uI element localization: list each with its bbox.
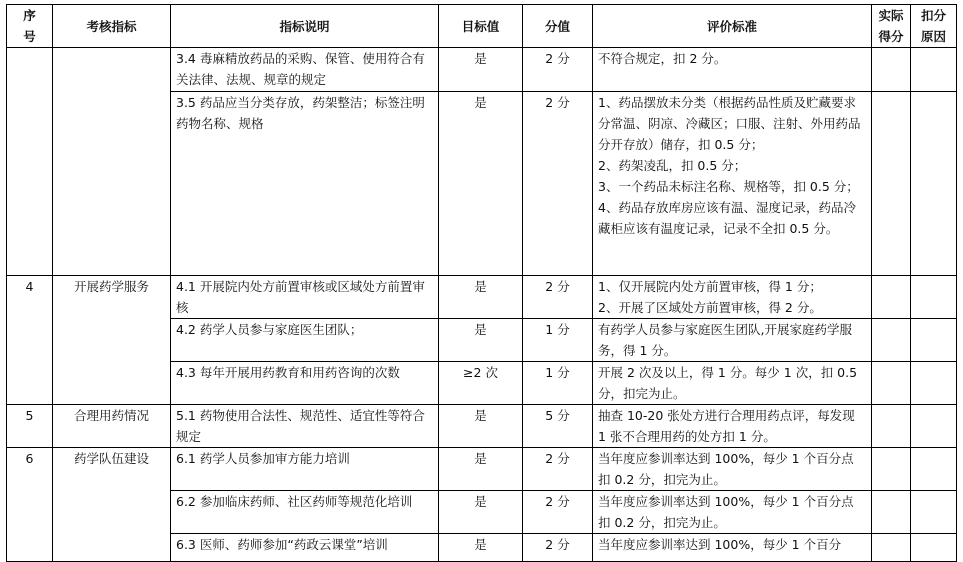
indicator-description: 6.3 医师、药师参加“药政云课堂”培训	[171, 534, 439, 562]
indicator-description: 6.2 参加临床药师、社区药师等规范化培训	[171, 491, 439, 534]
actual-score-cell	[872, 92, 911, 276]
target-value: 是	[439, 276, 523, 319]
evaluation-criteria: 开展 2 次及以上，得 1 分。每少 1 次，扣 0.5 分，扣完为止。	[593, 362, 872, 405]
evaluation-criteria: 抽查 10-20 张处方进行合理用药点评，每发现 1 张不合理用药的处方扣 1 分。	[593, 405, 872, 448]
score-value: 2 分	[523, 491, 593, 534]
actual-score-cell	[872, 448, 911, 491]
section-name: 合理用药情况	[53, 405, 171, 448]
score-value: 1 分	[523, 319, 593, 362]
indicator-description: 4.3 每年开展用药教育和用药咨询的次数	[171, 362, 439, 405]
header-score: 分值	[523, 5, 593, 48]
score-value: 2 分	[523, 92, 593, 276]
target-value: 是	[439, 491, 523, 534]
actual-score-cell	[872, 491, 911, 534]
indicator-description: 5.1 药物使用合法性、规范性、适宜性等符合规定	[171, 405, 439, 448]
table-row	[7, 448, 957, 491]
indicator-description: 3.5 药品应当分类存放，药架整洁；标签注明药物名称、规格	[171, 92, 439, 276]
actual-score-cell	[872, 405, 911, 448]
section-number: 6	[7, 448, 53, 562]
evaluation-criteria: 1、仅开展院内处方前置审核，得 1 分； 2、开展了区域处方前置审核，得 2 分。	[593, 276, 872, 319]
section-name: 药学队伍建设	[53, 448, 171, 562]
deduction-reason-cell	[911, 491, 957, 534]
header-actual: 实际 得分	[872, 5, 911, 48]
section-name: 开展药学服务	[53, 276, 171, 405]
indicator-description: 4.2 药学人员参与家庭医生团队；	[171, 319, 439, 362]
deduction-reason-cell	[911, 362, 957, 405]
target-value: 是	[439, 405, 523, 448]
target-value: 是	[439, 48, 523, 92]
evaluation-criteria: 有药学人员参与家庭医生团队,开展家庭药学服务，得 1 分。	[593, 319, 872, 362]
score-value: 2 分	[523, 534, 593, 562]
deduction-reason-cell	[911, 534, 957, 562]
table-row	[7, 48, 957, 92]
indicator-description: 6.1 药学人员参加审方能力培训	[171, 448, 439, 491]
score-value: 2 分	[523, 48, 593, 92]
assessment-table	[6, 4, 957, 562]
indicator-description: 4.1 开展院内处方前置审核或区域处方前置审核	[171, 276, 439, 319]
section-number	[7, 48, 53, 276]
score-value: 1 分	[523, 362, 593, 405]
deduction-reason-cell	[911, 448, 957, 491]
evaluation-criteria: 当年度应参训率达到 100%，每少 1 个百分	[593, 534, 872, 562]
header-target: 目标值	[439, 5, 523, 48]
header-criteria: 评价标准	[593, 5, 872, 48]
header-desc: 指标说明	[171, 5, 439, 48]
table-header	[7, 5, 957, 48]
table-body	[7, 48, 957, 562]
evaluation-criteria: 当年度应参训率达到 100%，每少 1 个百分点扣 0.2 分，扣完为止。	[593, 491, 872, 534]
deduction-reason-cell	[911, 276, 957, 319]
actual-score-cell	[872, 276, 911, 319]
section-name	[53, 48, 171, 276]
table-row	[7, 276, 957, 319]
target-value: 是	[439, 319, 523, 362]
actual-score-cell	[872, 319, 911, 362]
target-value: 是	[439, 448, 523, 491]
deduction-reason-cell	[911, 319, 957, 362]
target-value: 是	[439, 534, 523, 562]
header-seq: 序 号	[7, 5, 53, 48]
evaluation-criteria: 不符合规定，扣 2 分。	[593, 48, 872, 92]
table-row	[7, 405, 957, 448]
section-number: 5	[7, 405, 53, 448]
deduction-reason-cell	[911, 92, 957, 276]
section-number: 4	[7, 276, 53, 405]
indicator-description: 3.4 毒麻精放药品的采购、保管、使用符合有关法律、法规、规章的规定	[171, 48, 439, 92]
evaluation-criteria: 当年度应参训率达到 100%，每少 1 个百分点扣 0.2 分，扣完为止。	[593, 448, 872, 491]
actual-score-cell	[872, 48, 911, 92]
deduction-reason-cell	[911, 48, 957, 92]
target-value: ≥2 次	[439, 362, 523, 405]
score-value: 2 分	[523, 276, 593, 319]
actual-score-cell	[872, 534, 911, 562]
header-item: 考核指标	[53, 5, 171, 48]
evaluation-criteria: 1、药品摆放未分类（根据药品性质及贮藏要求分常温、阴凉、冷藏区；口服、注射、外用药品分开存放）储存，扣 0.5 分； 2、药架凌乱，扣 0.5 分； 3、一个药品未标注名称、规格等，扣 0.5 分； 4、药品存放库房应该有温、湿度记录，药品冷藏柜应该有温度记录，记录不全扣 0.5 分。	[593, 92, 872, 276]
deduction-reason-cell	[911, 405, 957, 448]
target-value: 是	[439, 92, 523, 276]
score-value: 5 分	[523, 405, 593, 448]
score-value: 2 分	[523, 448, 593, 491]
header-reason: 扣分 原因	[911, 5, 957, 48]
actual-score-cell	[872, 362, 911, 405]
